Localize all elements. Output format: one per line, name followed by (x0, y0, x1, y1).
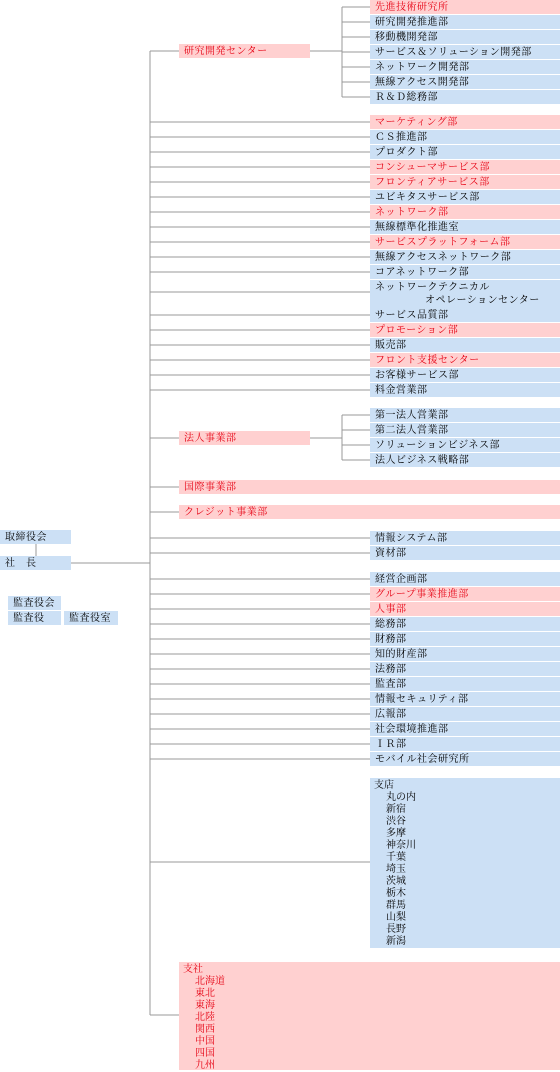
corp-dept-1: 第二法人営業部 (370, 423, 560, 437)
subsidiary-6: 四国 (195, 1048, 215, 1059)
branch-2: 渋谷 (386, 816, 406, 827)
dept-a-0: マーケティング部 (370, 115, 560, 129)
subsidiary-7: 九州 (195, 1060, 215, 1071)
rnd-dept-5: 無線アクセス開発部 (370, 75, 560, 89)
network-tech-line1: ネットワークテクニカル (375, 282, 490, 293)
subsidiary-2: 東海 (195, 1000, 215, 1011)
dept-a-6: ネットワーク部 (370, 205, 560, 219)
branch-1: 新宿 (386, 804, 406, 815)
branch-7: 茨城 (386, 876, 406, 887)
subsidiary-3: 北陸 (195, 1012, 215, 1023)
dept-d-12: モバイル社会研究所 (370, 752, 560, 766)
dept-a-8: サービスプラットフォーム部 (370, 235, 560, 249)
dept-d-11: ＩＲ部 (370, 737, 560, 751)
auditor: 監査役 (8, 611, 61, 625)
rnd-dept-2: 移動機開発部 (370, 30, 560, 44)
dept-a-10: コアネットワーク部 (370, 265, 560, 279)
dept-a-2: プロダクト部 (370, 145, 560, 159)
branch-0: 丸の内 (386, 792, 416, 803)
rnd-dept-6: Ｒ＆Ｄ総務部 (370, 90, 560, 104)
rnd-dept-3: サービス＆ソリューション開発部 (370, 45, 560, 59)
dept-a-5: ユビキタスサービス部 (370, 190, 560, 204)
dept-d-9: 広報部 (370, 707, 560, 721)
dept-d-6: 法務部 (370, 662, 560, 676)
dept-b-3: フロント支援センター (370, 353, 560, 367)
branch-12: 新潟 (386, 936, 406, 947)
rnd-center: 研究開発センター (179, 44, 310, 58)
subsidiary-0: 北海道 (195, 976, 225, 987)
dept-d-10: 社会環境推進部 (370, 722, 560, 736)
corp-dept-3: 法人ビジネス戦略部 (370, 453, 560, 467)
dept-d-3: 総務部 (370, 617, 560, 631)
dept-a-9: 無線アクセスネットワーク部 (370, 250, 560, 264)
rnd-dept-1: 研究開発推進部 (370, 15, 560, 29)
dept-a-4: フロンティアサービス部 (370, 175, 560, 189)
dept-b-5: 料金営業部 (370, 383, 560, 397)
branch-4: 神奈川 (386, 840, 416, 851)
corp-dept-2: ソリューションビジネス部 (370, 438, 560, 452)
corp-dept-0: 第一法人営業部 (370, 408, 560, 422)
president: 社 長 (0, 556, 71, 570)
audit-office: 監査役室 (64, 611, 118, 625)
dept-d-0: 経営企画部 (370, 572, 560, 586)
subsidiary-1: 東北 (195, 988, 215, 999)
branch-8: 栃木 (386, 888, 406, 899)
dept-d-5: 知的財産部 (370, 647, 560, 661)
branches-title: 支店 (374, 780, 394, 791)
dept-a-3: コンシューマサービス部 (370, 160, 560, 174)
international-business-division: 国際事業部 (179, 480, 560, 494)
dept-b-4: お客様サービス部 (370, 368, 560, 382)
board-of-directors: 取締役会 (0, 530, 71, 544)
dept-d-7: 監査部 (370, 677, 560, 691)
credit-business-division: クレジット事業部 (179, 505, 560, 519)
branch-11: 長野 (386, 924, 406, 935)
dept-d-2: 人事部 (370, 602, 560, 616)
rnd-dept-0: 先進技術研究所 (370, 0, 560, 14)
corporate-business-division: 法人事業部 (179, 431, 310, 445)
branch-5: 千葉 (386, 852, 406, 863)
dept-d-4: 財務部 (370, 632, 560, 646)
subsidiary-4: 関西 (195, 1024, 215, 1035)
dept-c-0: 情報システム部 (370, 531, 560, 545)
subsidiary-5: 中国 (195, 1036, 215, 1047)
dept-a-7: 無線標準化推進室 (370, 220, 560, 234)
dept-d-1: グループ事業推進部 (370, 587, 560, 601)
dept-a-1: ＣＳ推進部 (370, 130, 560, 144)
subsidiaries-title: 支社 (183, 964, 203, 975)
branch-10: 山梨 (386, 912, 406, 923)
branches-box (370, 778, 560, 948)
dept-c-1: 資材部 (370, 546, 560, 560)
dept-b-2: 販売部 (370, 338, 560, 352)
branch-9: 群馬 (386, 900, 406, 911)
subsidiaries-box (179, 962, 560, 1070)
dept-b-1: プロモーション部 (370, 323, 560, 337)
rnd-dept-4: ネットワーク開発部 (370, 60, 560, 74)
dept-b-0: サービス品質部 (370, 308, 560, 322)
branch-6: 埼玉 (386, 864, 406, 875)
network-tech-line2: オペレーションセンター (425, 295, 540, 306)
audit-board: 監査役会 (8, 596, 61, 610)
network-technical-operation-center (370, 280, 560, 308)
dept-d-8: 情報セキュリティ部 (370, 692, 560, 706)
branch-3: 多摩 (386, 828, 406, 839)
